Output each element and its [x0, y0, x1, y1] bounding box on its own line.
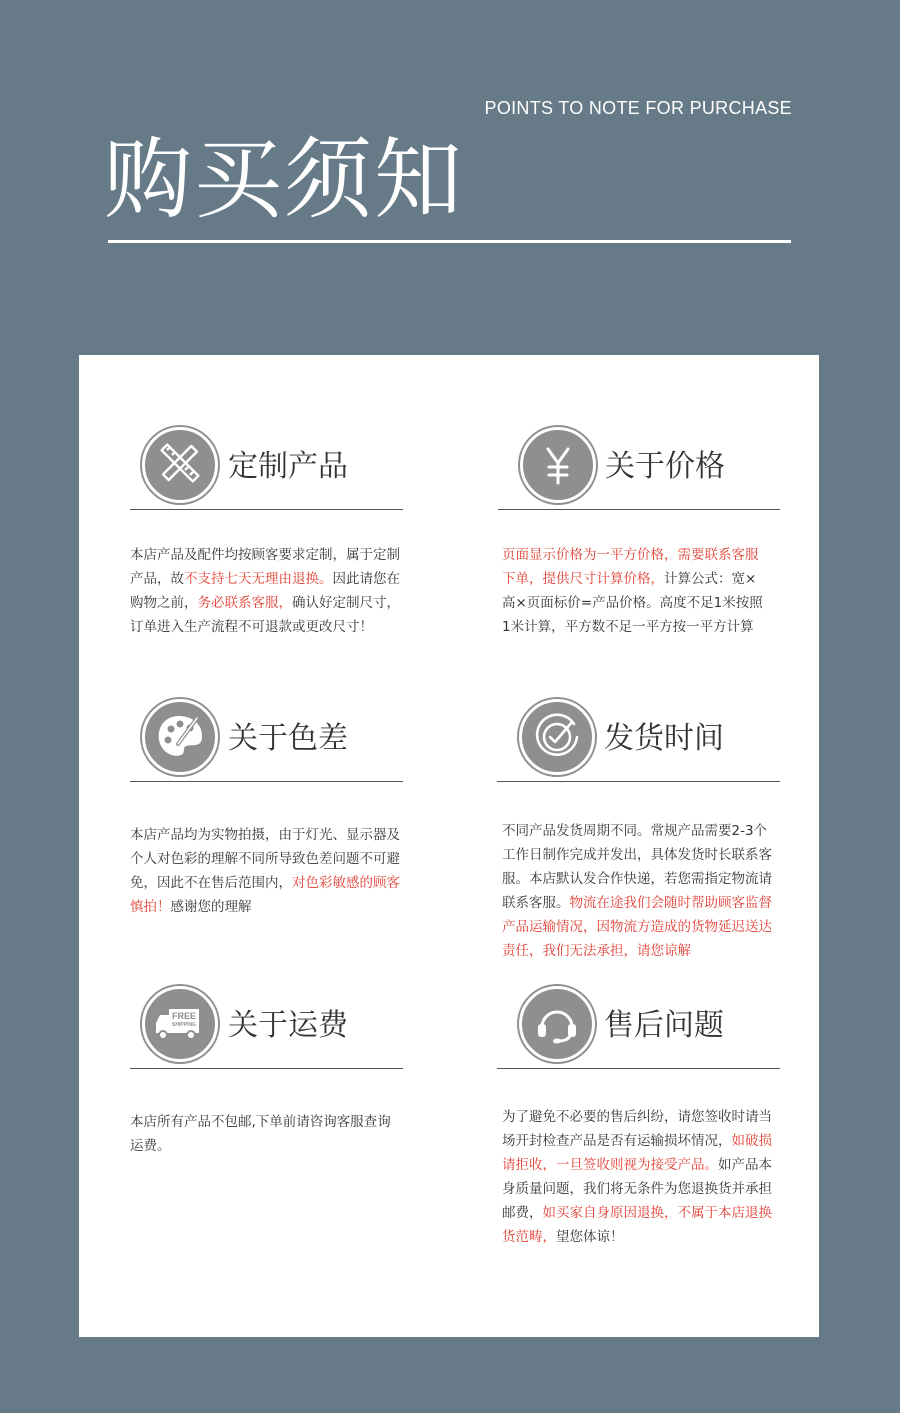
headset-icon — [519, 986, 595, 1062]
text-run: 如产品本身质量问题，我们将无条件为您退换货并承担邮费， — [502, 1157, 772, 1221]
text-run-red: 对色彩敏感的顾客慎拍！ — [130, 875, 400, 915]
text-run-red: 如买家自身原因退换，不属于本店退换货范畴， — [502, 1205, 772, 1245]
section-body — [502, 1105, 774, 1249]
clock-check-icon — [519, 699, 595, 775]
text-run: 本店产品均为实物拍摄，由于灯光、显示器及个人对色彩的理解不同所导致色差问题不可避免，因此不在售后范围内， — [130, 827, 400, 891]
section-divider — [130, 1068, 403, 1069]
pencil-ruler-icon — [142, 427, 218, 503]
text-run-red: 如破损请拒收，一旦签收则视为接受产品。 — [502, 1133, 772, 1173]
text-run: 本店所有产品不包邮,下单前请咨询客服查询运费。 — [130, 1114, 391, 1154]
section-title: 发货时间 — [604, 721, 724, 756]
text-run: 不同产品发货周期不同。常规产品需要2-3个工作日制作完成并发出，具体发货时长联系客服。本店默认发合作快递，若您需指定物流请联系客服。 — [502, 823, 772, 911]
yen-icon — [520, 427, 596, 503]
text-run: 感谢您的理解 — [170, 899, 252, 915]
free-label: FREE — [171, 1011, 197, 1021]
text-run: 本店产品及配件均按顾客要求定制，属于定制产品，故 — [130, 547, 400, 587]
section-title: 关于色差 — [228, 721, 348, 756]
text-run: 为了避免不必要的售后纠纷，请您签收时请当场开封检查产品是否有运输损坏情况， — [502, 1109, 772, 1149]
palette-icon — [142, 699, 218, 775]
text-run-red: 务必联系客服， — [197, 595, 292, 611]
text-run: 望您体谅！ — [556, 1229, 624, 1245]
section-title: 售后问题 — [604, 1008, 724, 1043]
section-title: 定制产品 — [228, 449, 348, 484]
section-body — [502, 819, 774, 963]
page-title: 购买须知 — [104, 128, 465, 231]
text-run-red: 物流在途我们会随时帮助顾客监督产品运输情况，因物流方造成的货物延迟送达责任，我们无法承担，请您谅解 — [502, 895, 772, 959]
section-divider — [498, 509, 780, 510]
section-divider — [130, 781, 403, 782]
shipping-label: SHIPPING — [172, 1022, 196, 1028]
section-body — [130, 543, 400, 639]
text-run-red: 页面显示价格为一平方价格，需要联系客服下单，提供尺寸计算价格， — [502, 547, 759, 587]
notice-card — [79, 355, 819, 1337]
text-run: 确认好定制尺寸，订单进入生产流程不可退款或更改尺寸！ — [130, 595, 400, 635]
english-subtitle: POINTS TO NOTE FOR PURCHASE — [484, 98, 792, 118]
text-run: 因此请您在购物之前， — [130, 571, 400, 611]
section-divider — [130, 509, 403, 510]
section-body — [502, 543, 768, 639]
section-body — [130, 1110, 400, 1158]
free-shipping-truck-icon — [142, 986, 218, 1062]
text-run-red: 不支持七天无理由退换。 — [184, 571, 333, 587]
section-title: 关于价格 — [605, 449, 725, 484]
title-divider — [108, 240, 791, 243]
text-run: 计算公式：宽×高×页面标价=产品价格。高度不足1米按照1米计算，平方数不足一平方按一平方计算 — [502, 571, 763, 635]
section-title: 关于运费 — [228, 1008, 348, 1043]
section-body — [130, 823, 400, 919]
section-divider — [497, 1068, 780, 1069]
section-divider — [497, 781, 780, 782]
